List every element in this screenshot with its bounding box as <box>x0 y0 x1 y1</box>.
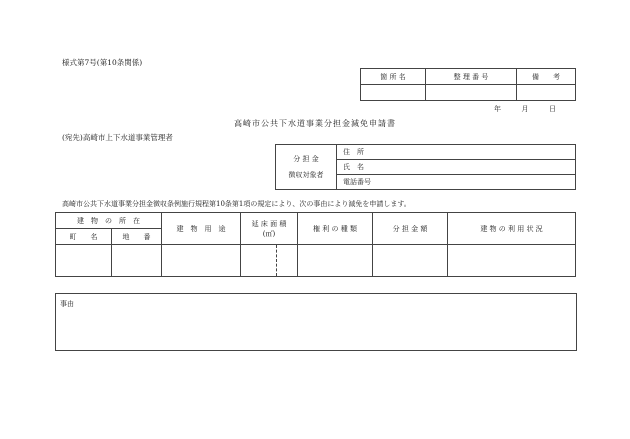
applicant-table <box>275 144 576 190</box>
contribution-amount-cell[interactable] <box>373 245 448 277</box>
rights-type-header: 権 利 の 種 類 <box>298 213 373 245</box>
floor-area-label: 延 床 面 積 <box>251 219 287 228</box>
contribution-amount-header: 分 担 金 額 <box>373 213 448 245</box>
building-use-cell[interactable] <box>162 245 241 277</box>
office-reference-number-cell[interactable] <box>426 85 517 101</box>
reason-box[interactable] <box>55 293 577 351</box>
floor-area-header <box>241 213 298 245</box>
floor-area-unit: (㎡) <box>262 229 276 238</box>
office-header-location: 箇 所 名 <box>361 69 426 85</box>
name-field[interactable] <box>375 160 576 175</box>
office-header-remarks: 備 考 <box>517 69 576 85</box>
address-label: 住 所 <box>337 145 376 160</box>
phone-label: 電話番号 <box>337 175 376 190</box>
building-usage-status-cell[interactable] <box>448 245 576 277</box>
rights-type-cell[interactable] <box>298 245 373 277</box>
name-label: 氏 名 <box>337 160 376 175</box>
building-usage-status-header: 建 物 の 利 用 状 況 <box>448 213 576 245</box>
office-location-cell[interactable] <box>361 85 426 101</box>
date-day-label: 日 <box>548 105 556 113</box>
applicant-group-label-line2: 徴収対象者 <box>288 171 324 179</box>
date-month-label: 月 <box>521 105 529 113</box>
floor-area-cell[interactable] <box>241 245 298 277</box>
date-year-label: 年 <box>494 105 501 113</box>
applicant-group-label-line1: 分 担 金 <box>293 155 319 163</box>
office-use-table <box>360 68 576 101</box>
town-name-cell[interactable] <box>56 245 112 277</box>
building-table <box>55 212 576 277</box>
address-field[interactable] <box>375 145 576 160</box>
reason-label: 事由 <box>60 300 74 308</box>
applicant-group-label <box>276 145 337 190</box>
phone-field[interactable] <box>375 175 576 190</box>
lot-number-cell[interactable] <box>112 245 162 277</box>
application-statement: 高崎市公共下水道事業分担金徴収条例施行規程第10条第1項の規定により、次の事由により減免を申請します。 <box>62 200 411 208</box>
addressee: (宛先)高崎市上下水道事業管理者 <box>62 133 173 142</box>
building-location-header: 建 物 の 所 在 <box>56 213 162 229</box>
document-title: 高崎市公共下水道事業分担金減免申請書 <box>234 119 396 128</box>
date-line <box>494 104 556 114</box>
form-number-label: 様式第7号(第10条関係) <box>62 58 143 67</box>
lot-number-header: 地 番 <box>112 229 162 245</box>
town-name-header: 町 名 <box>56 229 112 245</box>
building-use-header: 建 物 用 途 <box>162 213 241 245</box>
office-header-reference-number: 整 理 番 号 <box>426 69 517 85</box>
office-remarks-cell[interactable] <box>517 85 576 101</box>
